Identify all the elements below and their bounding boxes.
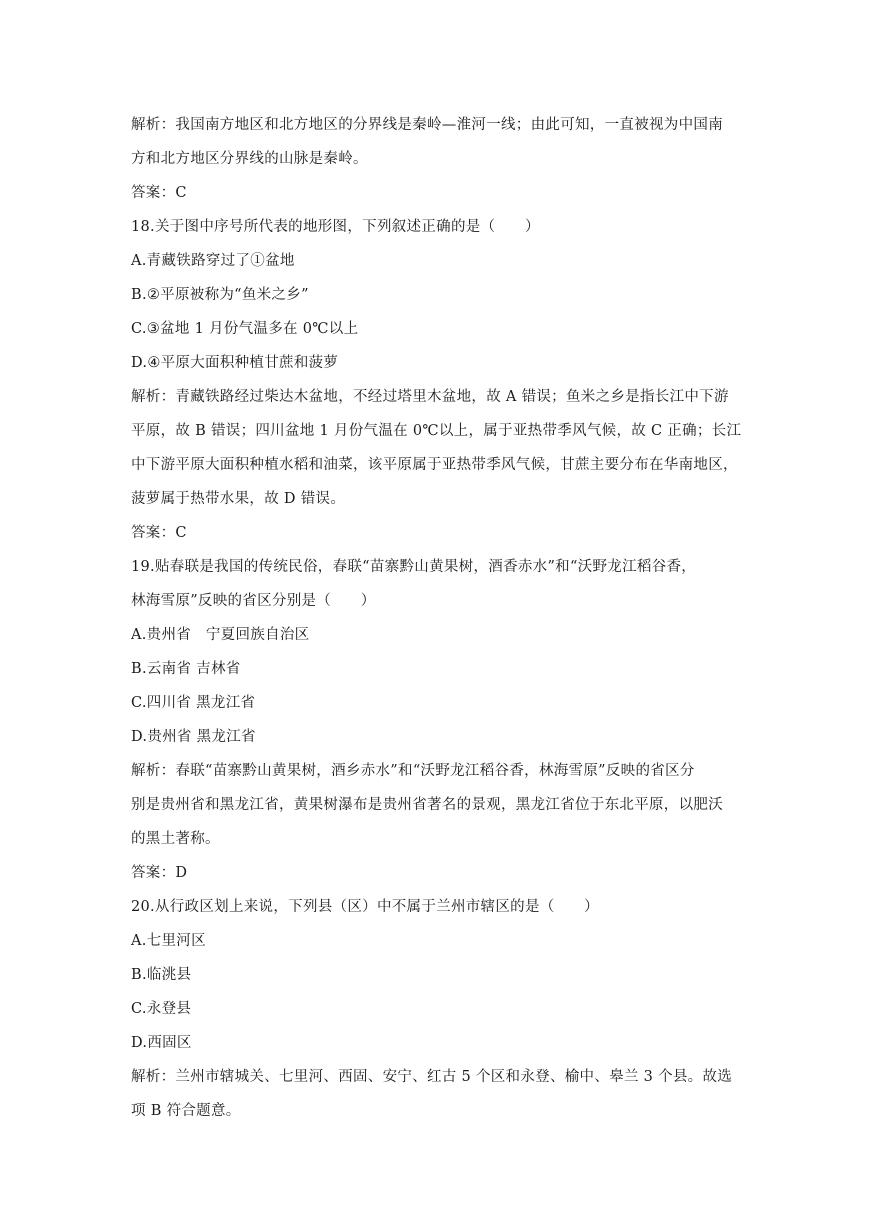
analysis-19-line-3: 的黑土著称。 <box>131 831 220 847</box>
option-18-d: D.④平原大面积种植甘蔗和菠萝 <box>131 355 339 371</box>
option-18-c: C.③盆地 1 月份气温多在 0℃以上 <box>131 321 359 337</box>
question-19-line-2: 林海雪原”反映的省区分别是（ ） <box>131 593 376 609</box>
analysis-20 <box>131 1060 743 1128</box>
analysis-19-line-1: 解析：春联“苗寨黔山黄果树，酒乡赤水”和“沃野龙江稻谷香，林海雪原”反映的省区分 <box>131 763 695 779</box>
question-19-line-1: 19.贴春联是我国的传统民俗，春联“苗寨黔山黄果树，酒香赤水”和“沃野龙江稻谷香， <box>131 559 697 575</box>
option-20-c: C.永登县 <box>131 1001 192 1017</box>
document-page <box>131 108 743 1128</box>
question-20: 20.从行政区划上来说，下列县（区）中不属于兰州市辖区的是（ ） <box>131 899 599 915</box>
analysis-19 <box>131 754 743 856</box>
option-19-d: D.贵州省 黑龙江省 <box>131 729 256 745</box>
analysis-17-line-2: 方和北方地区分界线的山脉是秦岭。 <box>131 151 368 167</box>
analysis-17-line-1: 解析：我国南方地区和北方地区的分界线是秦岭—淮河一线；由此可知，一直被视为中国南 <box>131 117 723 133</box>
option-19-a: A.贵州省 宁夏回族自治区 <box>131 627 310 643</box>
analysis-18-line-4: 菠萝属于热带水果，故 D 错误。 <box>131 491 346 507</box>
option-20-a: A.七里河区 <box>131 933 206 949</box>
analysis-18-line-3: 中下游平原大面积种植水稻和油菜，该平原属于亚热带季风气候，甘蔗主要分布在华南地区， <box>131 457 738 473</box>
answer-19: 答案：D <box>131 865 188 881</box>
option-19-c: C.四川省 黑龙江省 <box>131 695 256 711</box>
analysis-18-line-1: 解析：青藏铁路经过柴达木盆地，不经过塔里木盆地，故 A 错误；鱼米之乡是指长江中下游 <box>131 389 729 405</box>
question-19 <box>131 550 743 618</box>
analysis-19-line-2: 别是贵州省和黑龙江省，黄果树瀑布是贵州省著名的景观，黑龙江省位于东北平原，以肥沃 <box>131 797 723 813</box>
answer-18: 答案：C <box>131 525 187 541</box>
analysis-20-line-1: 解析：兰州市辖城关、七里河、西固、安宁、红古 5 个区和永登、榆中、皋兰 3 个县。故选 <box>131 1069 733 1085</box>
option-18-a: A.青藏铁路穿过了①盆地 <box>131 253 295 269</box>
analysis-20-line-2: 项 B 符合题意。 <box>131 1103 241 1119</box>
analysis-18 <box>131 380 743 516</box>
option-19-b: B.云南省 吉林省 <box>131 661 241 677</box>
option-18-b: B.②平原被称为“鱼米之乡” <box>131 287 309 303</box>
analysis-17 <box>131 108 743 176</box>
option-20-d: D.西固区 <box>131 1035 192 1051</box>
option-20-b: B.临洮县 <box>131 967 192 983</box>
question-18: 18.关于图中序号所代表的地形图，下列叙述正确的是（ ） <box>131 219 540 235</box>
analysis-18-line-2: 平原，故 B 错误；四川盆地 1 月份气温在 0℃以上，属于亚热带季风气候，故 C 正确；长江 <box>131 423 742 439</box>
answer-17: 答案：C <box>131 185 187 201</box>
